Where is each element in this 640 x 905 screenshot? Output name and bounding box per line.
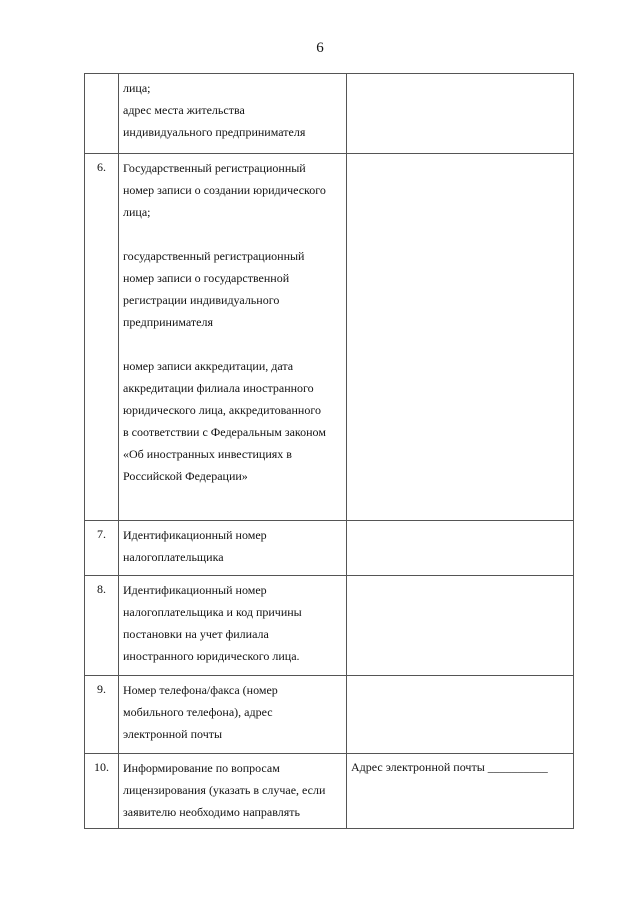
- label-line: Государственный регистрационный: [123, 161, 306, 175]
- label-line: в соответствии с Федеральным законом: [123, 425, 326, 439]
- table-row: [85, 576, 574, 676]
- row-label: [119, 754, 347, 829]
- table-row: [85, 154, 574, 521]
- label-line: налогоплательщика и код причины: [123, 605, 302, 619]
- label-line: Российской Федерации»: [123, 469, 248, 483]
- table-row: [85, 74, 574, 154]
- label-line: налогоплательщика: [123, 550, 224, 564]
- row-number: 9.: [85, 676, 119, 754]
- label-line: электронной почты: [123, 727, 223, 741]
- label-line: предпринимателя: [123, 315, 213, 329]
- label-line: Номер телефона/факса (номер: [123, 683, 278, 697]
- label-line: номер записи о создании юридического: [123, 183, 326, 197]
- row-number: 6.: [85, 154, 119, 521]
- label-line: иностранного юридического лица.: [123, 649, 300, 663]
- label-line: Идентификационный номер: [123, 528, 267, 542]
- row-label: [119, 154, 347, 521]
- label-line: «Об иностранных инвестициях в: [123, 447, 292, 461]
- label-line: лица;: [123, 205, 151, 219]
- label-line: Идентификационный номер: [123, 583, 267, 597]
- row-value-cell[interactable]: [347, 521, 574, 576]
- row-value-cell[interactable]: [347, 74, 574, 154]
- row-value-cell[interactable]: [347, 576, 574, 676]
- table-row: [85, 754, 574, 829]
- row-value-cell[interactable]: [347, 676, 574, 754]
- label-line: постановки на учет филиала: [123, 627, 269, 641]
- label-line: адрес места жительства: [123, 103, 245, 117]
- label-line: государственный регистрационный: [123, 249, 305, 263]
- label-line: номер записи аккредитации, дата: [123, 359, 294, 373]
- row-label: [119, 676, 347, 754]
- label-line: лицензирования (указать в случае, если: [123, 783, 326, 797]
- row-value-cell[interactable]: [347, 154, 574, 521]
- row-number: 7.: [85, 521, 119, 576]
- row-number: 8.: [85, 576, 119, 676]
- label-line: мобильного телефона), адрес: [123, 705, 273, 719]
- label-line: заявителю необходимо направлять: [123, 805, 300, 819]
- table-row: [85, 676, 574, 754]
- label-line: аккредитации филиала иностранного: [123, 381, 314, 395]
- label-line: юридического лица, аккредитованного: [123, 403, 321, 417]
- row-label: [119, 576, 347, 676]
- row-label: [119, 521, 347, 576]
- paragraph-gap: [123, 336, 342, 358]
- paragraph-gap: [123, 226, 342, 248]
- label-line: лица;: [123, 81, 151, 95]
- label-line: индивидуального предпринимателя: [123, 125, 306, 139]
- page-number: 6: [316, 40, 324, 56]
- application-form-table: [84, 73, 574, 829]
- table-row: [85, 521, 574, 576]
- row-number: 10.: [85, 754, 119, 829]
- label-line: Информирование по вопросам: [123, 761, 280, 775]
- label-line: номер записи о государственной: [123, 271, 290, 285]
- label-line: регистрации индивидуального: [123, 293, 280, 307]
- email-address-field[interactable]: Адрес электронной почты __________: [347, 754, 574, 829]
- row-label: [119, 74, 347, 154]
- row-number: [85, 74, 119, 154]
